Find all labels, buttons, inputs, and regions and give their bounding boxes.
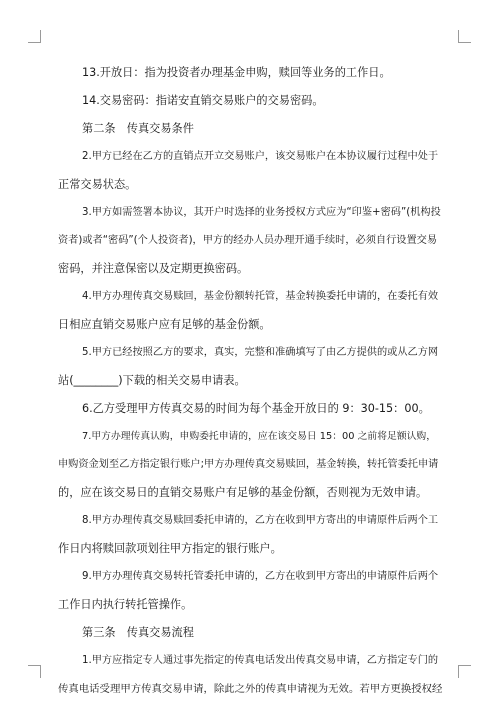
- paragraph-line: 站(________)下载的相关交易申请表。: [58, 374, 246, 387]
- paragraph-line: 资者)或者“密码”(个人投资者)，甲方的经办人员办理开通手续时，必须自行设置交易: [58, 235, 438, 246]
- section-heading-2: 第二条 传真交易条件: [82, 122, 194, 135]
- paragraph-line: 7.甲方办理传真认购，申购委托申请的，应在该交易日 15：00 之前将足额认购，: [82, 431, 437, 442]
- definition-14: 14.交易密码：指诺安直销交易账户的交易密码。: [82, 94, 324, 107]
- paragraph-line: 6.乙方受理甲方传真交易的时间为每个基金开放日的 9：30-15：00。: [82, 402, 430, 415]
- paragraph-line: 的，应在该交易日的直销交易账户有足够的基金份额，否则视为无效申请。: [58, 486, 428, 499]
- paragraph-line: 密码，并注意保密以及定期更换密码。: [58, 262, 249, 275]
- paragraph-line: 日相应直销交易账户应有足够的基金份额。: [58, 318, 271, 331]
- paragraph-line: 4.甲方办理传真交易赎回，基金份额转托管，基金转换委托申请的，在委托有效: [82, 291, 439, 302]
- paragraph-line: 5.甲方已经按照乙方的要求，真实，完整和准确填写了由乙方提供的或从乙方网: [82, 347, 439, 358]
- corner-mark-bottom-left: [28, 665, 41, 678]
- paragraph-line: 工作日内执行转托管操作。: [58, 598, 193, 611]
- corner-mark-top-right: [458, 30, 471, 43]
- paragraph-line: 正常交易状态。: [58, 178, 137, 191]
- paragraph-line: 作日内将赎回款项划往甲方指定的银行账户。: [58, 542, 282, 555]
- paragraph-line: 2.甲方已经在乙方的直销点开立交易账户，该交易账户在本协议履行过程中处于: [82, 151, 439, 162]
- paragraph-line: 9.甲方办理传真交易转托管委托申请的，乙方在收到甲方寄出的申请原件后两个: [82, 571, 439, 582]
- section-heading-3: 第三条 传真交易流程: [82, 626, 194, 639]
- definition-13: 13.开放日：指为投资者办理基金申购，赎回等业务的工作日。: [82, 66, 391, 79]
- paragraph-line: 传真电话受理甲方传真交易申请，除此之外的传真申请视为无效。若甲方更换授权经: [58, 683, 443, 695]
- paragraph-line: 申购资金划至乙方指定银行账户;甲方办理传真交易赎回，基金转换，转托管委托申请: [58, 459, 439, 470]
- paragraph-line: 8.甲方办理传真交易赎回委托申请的，乙方在收到甲方寄出的申请原件后两个工: [82, 515, 439, 526]
- corner-mark-top-left: [28, 30, 41, 43]
- corner-mark-bottom-right: [458, 665, 471, 678]
- paragraph-line: 1.甲方应指定专人通过事先指定的传真电话发出传真交易申请，乙方指定专门的: [82, 655, 439, 666]
- paragraph-line: 3.甲方如需签署本协议，其开户时选择的业务授权方式应为“印鉴+密码”(机构投: [82, 207, 441, 218]
